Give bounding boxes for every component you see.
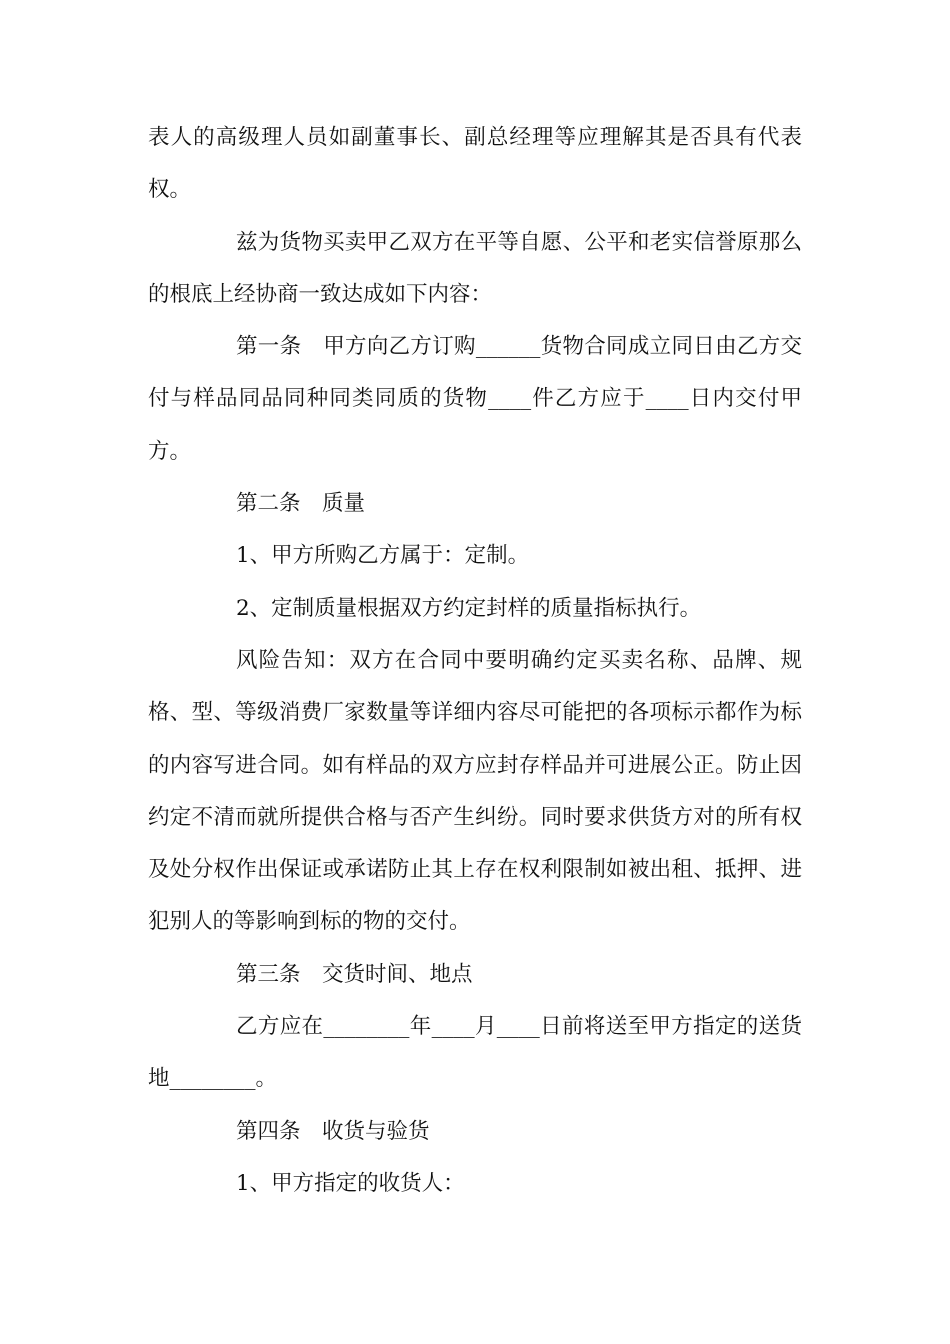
article-2-item-2: 2、定制质量根据双方约定封样的质量指标执行。: [236, 595, 702, 621]
contract-body: [148, 112, 802, 1210]
article-3-heading: 第三条 交货时间、地点: [236, 961, 473, 987]
article-3-delivery-date: 乙方应在________年____月____日前将送至甲方指定的送货地________。: [148, 1014, 802, 1092]
article-2-item-1: 1、甲方所购乙方属于：定制。: [236, 543, 530, 569]
paragraph-preamble: 兹为货物买卖甲乙双方在平等自愿、公平和老实信誉原那么的根底上经协商一致达成如下内容：: [148, 229, 802, 307]
risk-notice: 风险告知：双方在合同中要明确约定买卖名称、品牌、规格、型、等级消费厂家数量等详细内容尽可能把的各项标示都作为标的内容写进合同。如有样品的双方应封存样品并可进展公正。防止因约定不清而就所提供合格与否产生纠纷。同时要求供货方对的所有权及处分权作出保证或承诺防止其上存在权利限制如被出租、抵押、进犯别人的等影响到标的物的交付。: [148, 647, 802, 935]
article-4-item-1: 1、甲方指定的收货人：: [236, 1170, 465, 1196]
article-4-heading: 第四条 收货与验货: [236, 1118, 430, 1144]
article-2-heading: 第二条 质量: [236, 491, 366, 517]
paragraph-representative-authority: 表人的高级理人员如副董事长、副总经理等应理解其是否具有代表权。: [148, 125, 802, 203]
article-1-order: 第一条 甲方向乙方订购______货物合同成立同日由乙方交付与样品同品同种同类同质的货物____件乙方应于____日内交付甲方。: [148, 334, 802, 464]
